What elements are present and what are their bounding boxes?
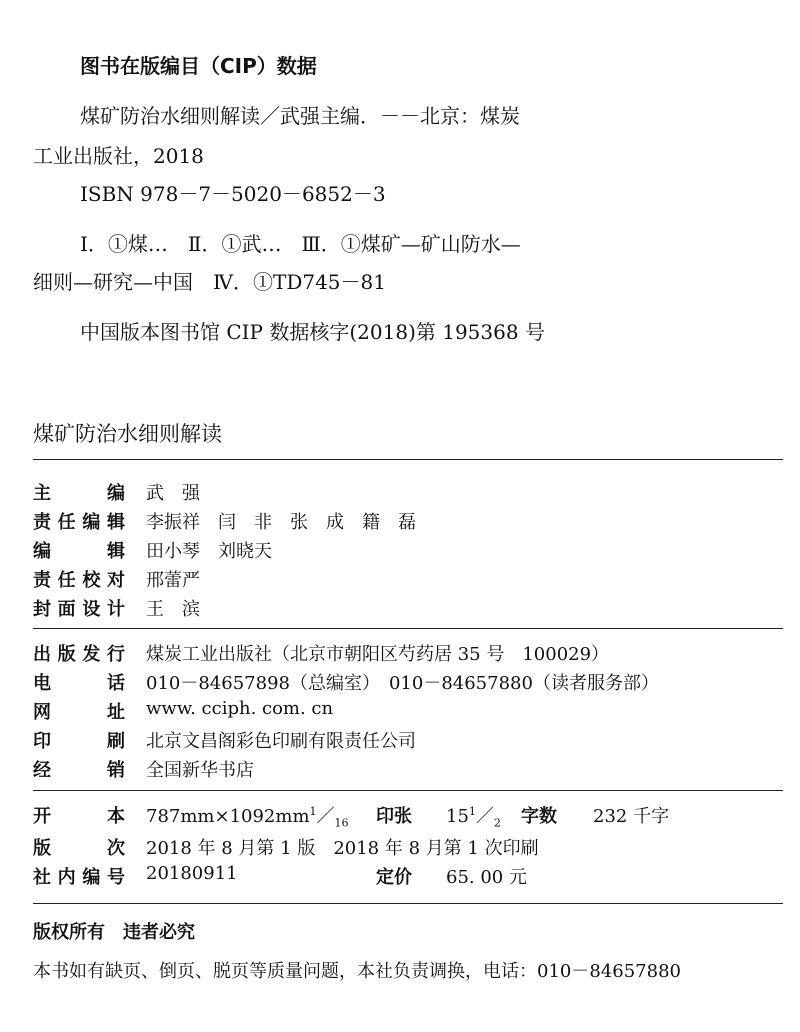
label-char: 编 — [33, 541, 51, 562]
label-char: 出 — [33, 644, 51, 665]
sheets-sub: 2 — [493, 816, 501, 830]
credit-value: 邢蕾严 — [146, 570, 200, 591]
format-slash: ／ — [316, 806, 335, 827]
label-char: 本 — [107, 806, 125, 827]
label-char: 社 — [33, 867, 51, 888]
cip-line-6: 中国版本图书馆 CIP 数据核字(2018)第 195368 号 — [80, 320, 545, 344]
label-char: 计 — [106, 599, 125, 620]
format-sup: 1 — [309, 805, 317, 818]
format-main: 787mm×1092mm — [146, 806, 310, 827]
label-char: 开 — [33, 806, 51, 827]
credits-divider — [33, 628, 783, 629]
publisher-label — [33, 669, 125, 695]
label-char: 面 — [57, 599, 76, 620]
label-char: 号 — [106, 867, 125, 888]
distributor-value: 全国新华书店 — [146, 760, 254, 781]
sheets-main: 15 — [446, 806, 469, 827]
publisher-value: 煤炭工业出版社（北京市朝阳区芍药居 35 号 100029） — [146, 644, 610, 665]
label-char: 刷 — [107, 731, 125, 752]
label-char: 任 — [57, 512, 76, 533]
label-char: 版 — [57, 644, 76, 665]
label-char: 行 — [106, 644, 125, 665]
label-char: 编 — [107, 483, 125, 504]
label-char: 封 — [33, 599, 51, 620]
credit-value: 武 强 — [146, 483, 200, 504]
title-divider — [33, 459, 783, 460]
credit-label — [33, 595, 125, 621]
label-char: 版 — [33, 838, 51, 859]
edition-value: 2018 年 8 月第 1 版 2018 年 8 月第 1 次印刷 — [146, 838, 539, 859]
label-char: 对 — [106, 570, 125, 591]
format-sub: 16 — [334, 816, 349, 830]
credit-label — [33, 479, 125, 505]
specs-divider — [33, 903, 783, 904]
cip-heading: 图书在版编目（CIP）数据 — [80, 54, 317, 78]
book-title: 煤矿防治水细则解读 — [33, 422, 222, 446]
format-value — [146, 802, 349, 830]
credit-value: 李振祥 闫 非 张 成 籍 磊 — [146, 512, 416, 533]
printer-value: 北京文昌阁彩色印刷有限责任公司 — [146, 731, 416, 752]
label-char: 发 — [82, 644, 101, 665]
copyright-heading: 版权所有 违者必究 — [33, 922, 195, 943]
code-value: 20180911 — [146, 863, 238, 884]
label-char: 编 — [82, 512, 101, 533]
cip-line-1: 煤矿防治水细则解读／武强主编．－－北京：煤炭 — [80, 104, 520, 128]
code-label — [33, 863, 125, 889]
sheets-sup: 1 — [468, 805, 476, 818]
credit-label — [33, 537, 125, 563]
label-char: 主 — [33, 483, 51, 504]
label-char: 辑 — [107, 541, 125, 562]
words-value: 232 千字 — [593, 806, 670, 827]
label-char: 任 — [57, 570, 76, 591]
label-char: 次 — [107, 838, 125, 859]
credit-label — [33, 566, 125, 592]
credit-value: 王 滨 — [146, 599, 200, 620]
cip-line-3: ISBN 978－7－5020－6852－3 — [80, 182, 386, 206]
publisher-label — [33, 698, 125, 724]
price-value: 65. 00 元 — [446, 867, 527, 888]
label-char: 话 — [107, 673, 125, 694]
words-label: 字数 — [521, 806, 557, 827]
label-char: 电 — [33, 673, 51, 694]
label-char: 销 — [107, 760, 125, 781]
publisher-label — [33, 727, 125, 753]
label-char: 编 — [82, 867, 101, 888]
credit-label — [33, 508, 125, 534]
cip-line-2: 工业出版社，2018 — [33, 144, 204, 168]
sheets-value — [446, 802, 501, 830]
publisher-label — [33, 756, 125, 782]
cip-line-4: Ⅰ．①煤… Ⅱ．①武… Ⅲ．①煤矿—矿山防水— — [80, 232, 521, 256]
label-char: 校 — [82, 570, 101, 591]
format-label — [33, 802, 125, 828]
sheets-slash: ／ — [475, 806, 494, 827]
label-char: 责 — [33, 512, 51, 533]
cip-line-5: 细则—研究—中国 Ⅳ．①TD745－81 — [33, 270, 386, 294]
label-char: 经 — [33, 760, 51, 781]
phone-value: 010－84657898（总编室） 010－84657880（读者服务部） — [146, 673, 659, 694]
label-char: 网 — [33, 702, 51, 723]
label-char: 设 — [82, 599, 101, 620]
label-char: 辑 — [106, 512, 125, 533]
copyright-notice: 本书如有缺页、倒页、脱页等质量问题，本社负责调换，电话：010－84657880 — [33, 961, 681, 982]
website-value: www. cciph. com. cn — [146, 698, 334, 719]
edition-label — [33, 834, 125, 860]
credit-value: 田小琴 刘晓天 — [146, 541, 272, 562]
publisher-divider — [33, 790, 783, 791]
price-label: 定价 — [376, 867, 412, 888]
label-char: 内 — [57, 867, 76, 888]
label-char: 印 — [33, 731, 51, 752]
label-char: 址 — [107, 702, 125, 723]
label-char: 责 — [33, 570, 51, 591]
publisher-label — [33, 640, 125, 666]
sheets-label: 印张 — [376, 806, 412, 827]
